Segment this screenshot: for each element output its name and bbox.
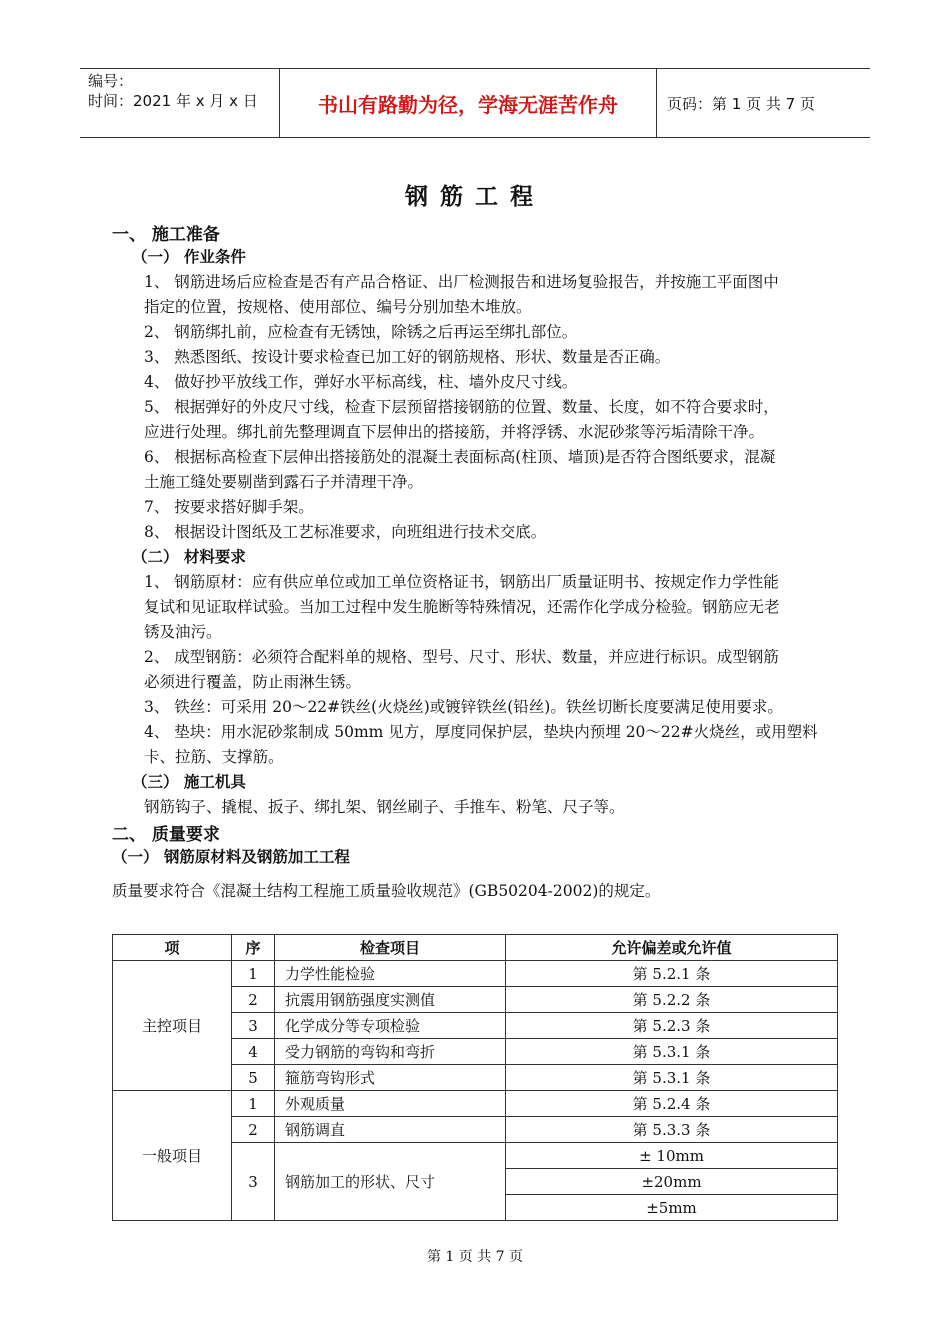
paragraph-line: 4、 垫块：用水泥砂浆制成 50mm 见方，厚度同保护层，垫块内预埋 20～22#火烧丝，或用塑料: [144, 723, 818, 741]
subsection-heading: （三） 施工机具: [132, 773, 246, 791]
time-label: 时间：2021 年 x 月 x 日: [88, 92, 258, 110]
row-value: 第 5.2.4 条: [506, 1091, 838, 1117]
row-value: ±20mm: [506, 1169, 838, 1195]
paragraph-line: 2、 钢筋绑扎前，应检查有无锈蚀，除锈之后再运至绑扎部位。: [144, 323, 578, 341]
row-value: ±5mm: [506, 1195, 838, 1221]
row-number: 1: [232, 1091, 275, 1117]
row-number: 2: [232, 1117, 275, 1143]
paragraph-line: 锈及油污。: [144, 623, 222, 641]
paragraph-line: 3、 熟悉图纸、按设计要求检查已加工好的钢筋规格、形状、数量是否正确。: [144, 348, 671, 366]
page-footer: 第 1 页 共 7 页: [426, 1249, 524, 1265]
paragraph-line: 钢筋钩子、撬棍、扳子、绑扎架、钢丝刷子、手推车、粉笔、尺子等。: [144, 798, 625, 816]
table-header-cell: 项: [113, 935, 232, 961]
table-header-cell: 检查项目: [275, 935, 506, 961]
row-value: ± 10mm: [506, 1143, 838, 1169]
row-item: 钢筋加工的形状、尺寸: [275, 1143, 506, 1221]
paragraph-line: 5、 根据弹好的外皮尺寸线，检查下层预留搭接钢筋的位置、数量、长度，如不符合要求时，: [144, 398, 779, 416]
paragraph-line: 8、 根据设计图纸及工艺标准要求，向班组进行技术交底。: [144, 523, 547, 541]
table-row: [113, 1091, 838, 1117]
group-cell: 主控项目: [113, 961, 232, 1091]
paragraph-line: 必须进行覆盖，防止雨淋生锈。: [144, 673, 362, 691]
row-item: 抗震用钢筋强度实测值: [275, 987, 506, 1013]
subsection-heading: （一） 钢筋原材料及钢筋加工工程: [112, 848, 350, 866]
row-item: 力学性能检验: [275, 961, 506, 987]
row-value: 第 5.3.3 条: [506, 1117, 838, 1143]
row-item: 钢筋调直: [275, 1117, 506, 1143]
row-number: 2: [232, 987, 275, 1013]
row-number: 5: [232, 1065, 275, 1091]
table-header-row: [113, 935, 838, 961]
paragraph-line: 7、 按要求搭好脚手架。: [144, 498, 314, 516]
paragraph-line: 1、 钢筋进场后应检查是否有产品合格证、出厂检测报告和进场复验报告，并按施工平面图中: [144, 273, 779, 291]
row-value: 第 5.3.1 条: [506, 1039, 838, 1065]
subsection-heading: （二） 材料要求: [132, 548, 246, 566]
section-heading: 二、 质量要求: [112, 825, 220, 845]
table-header-cell: 允许偏差或允许值: [506, 935, 838, 961]
row-number: 3: [232, 1013, 275, 1039]
row-number: 1: [232, 961, 275, 987]
row-item: 外观质量: [275, 1091, 506, 1117]
paragraph-line: 土施工缝处要剔凿到露石子并清理干净。: [144, 473, 424, 491]
group-cell: 一般项目: [113, 1091, 232, 1221]
quality-table: [112, 934, 838, 1221]
paragraph-line: 质量要求符合《混凝土结构工程施工质量验收规范》(GB50204-2002)的规定。: [112, 882, 661, 900]
row-value: 第 5.3.1 条: [506, 1065, 838, 1091]
number-label: 编号：: [88, 72, 134, 90]
subsection-heading: （一） 作业条件: [132, 248, 246, 266]
paragraph-line: 2、 成型钢筋：必须符合配料单的规格、型号、尺寸、形状、数量，并应进行标识。成型钢筋: [144, 648, 779, 666]
row-item: 化学成分等专项检验: [275, 1013, 506, 1039]
page-header: [80, 68, 870, 138]
paragraph-line: 6、 根据标高检查下层伸出搭接筋处的混凝土表面标高(柱顶、墙顶)是否符合图纸要求，混凝: [144, 448, 776, 466]
row-number: 4: [232, 1039, 275, 1065]
header-page-label: 页码：第 1 页 共 7 页: [667, 94, 815, 113]
row-item: 受力钢筋的弯钩和弯折: [275, 1039, 506, 1065]
row-value: 第 5.2.1 条: [506, 961, 838, 987]
row-number: 3: [232, 1143, 275, 1221]
row-value: 第 5.2.3 条: [506, 1013, 838, 1039]
section-heading: 一、 施工准备: [112, 225, 220, 245]
row-item: 箍筋弯钩形式: [275, 1065, 506, 1091]
paragraph-line: 复试和见证取样试验。当加工过程中发生脆断等特殊情况，还需作化学成分检验。钢筋应无老: [144, 598, 780, 616]
paragraph-line: 应进行处理。绑扎前先整理调直下层伸出的搭接筋，并将浮锈、水泥砂浆等污垢清除干净。: [144, 423, 765, 441]
table-row: [113, 961, 838, 987]
row-value: 第 5.2.2 条: [506, 987, 838, 1013]
header-meta: [80, 69, 280, 137]
table-header-cell: 序: [232, 935, 275, 961]
paragraph-line: 卡、拉筋、支撑筋。: [144, 748, 284, 766]
paragraph-line: 指定的位置，按规格、使用部位、编号分别加垫木堆放。: [144, 298, 532, 316]
header-motto: 书山有路勤为径，学海无涯苦作舟: [280, 69, 657, 137]
paragraph-line: 3、 铁丝：可采用 20～22#铁丝(火烧丝)或镀锌铁丝(铅丝)。铁丝切断长度要满足使用要求。: [144, 698, 783, 716]
document-title: 钢筋工程: [405, 184, 545, 210]
paragraph-line: 1、 钢筋原材：应有供应单位或加工单位资格证书，钢筋出厂质量证明书、按规定作力学性能: [144, 573, 779, 591]
paragraph-line: 4、 做好抄平放线工作，弹好水平标高线，柱、墙外皮尺寸线。: [144, 373, 578, 391]
